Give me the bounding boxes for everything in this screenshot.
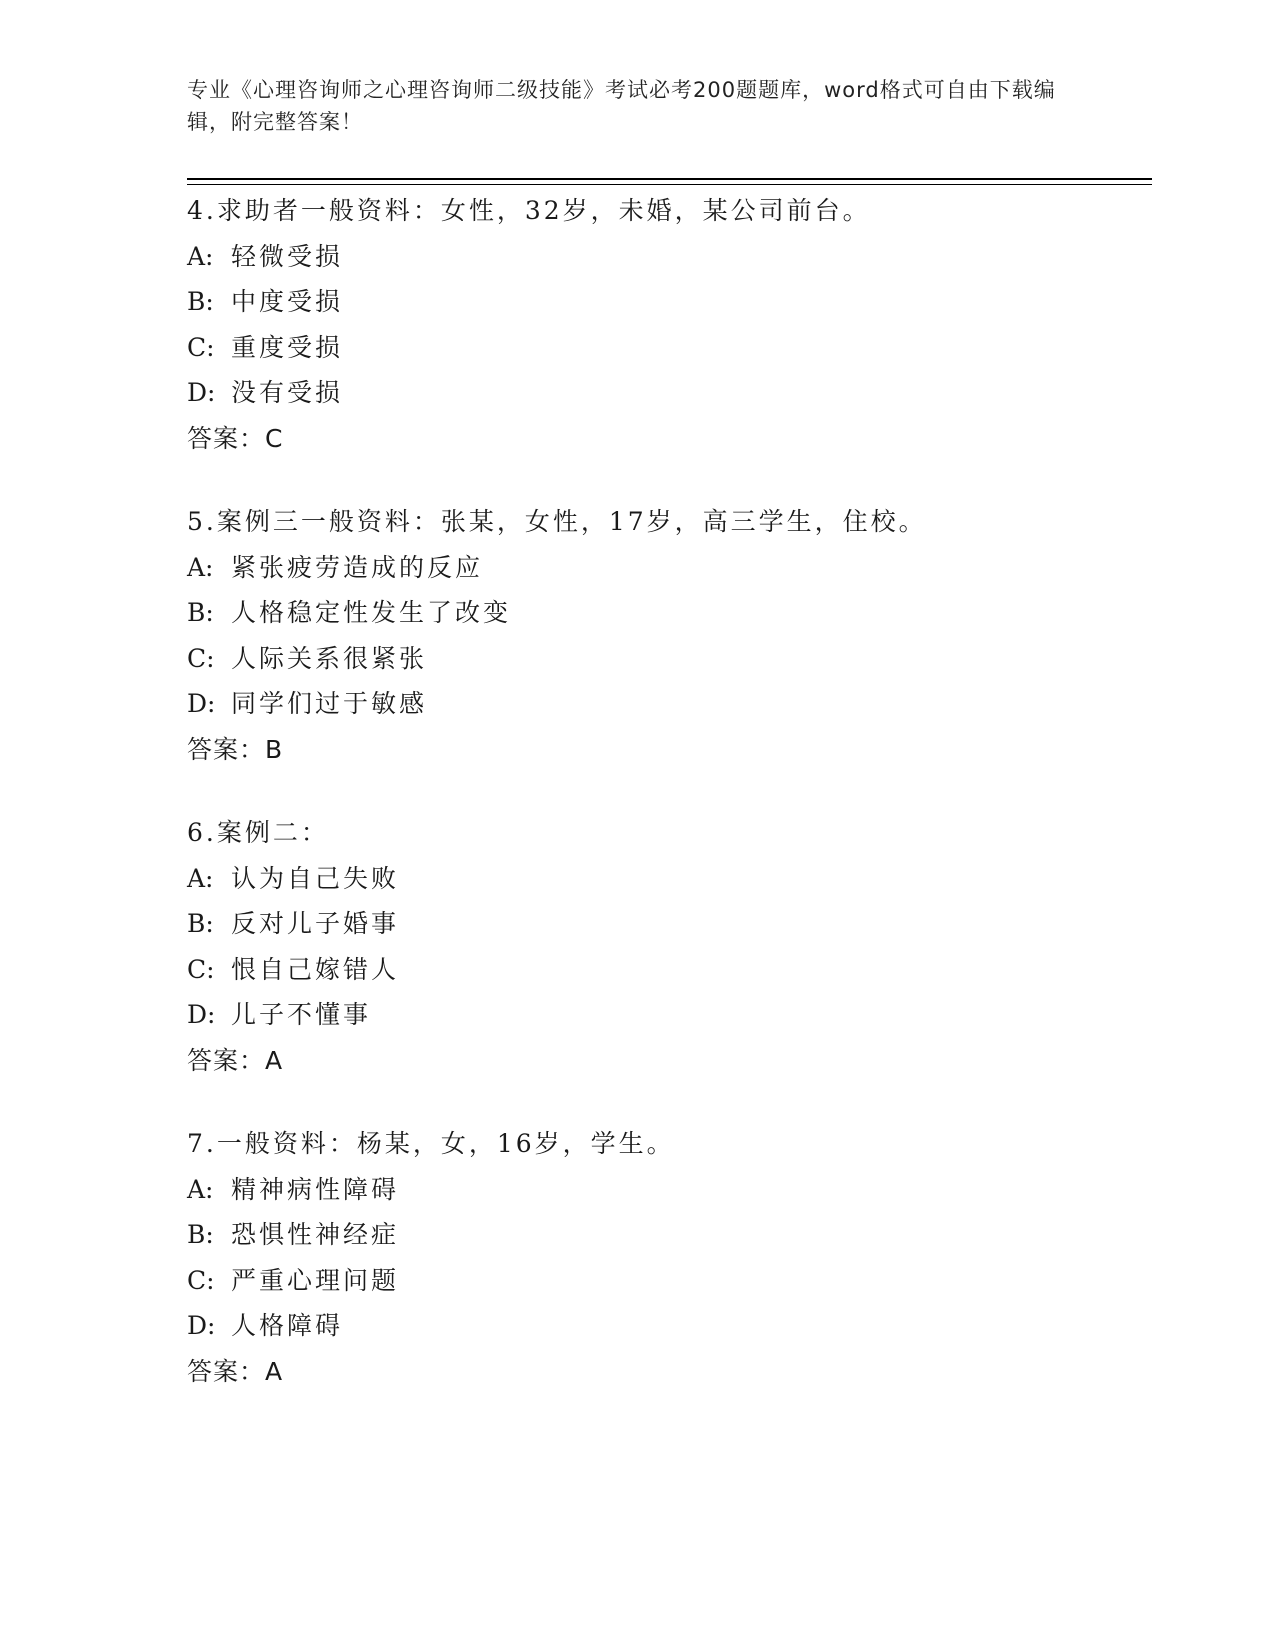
question-stem: 5.案例三一般资料：张某，女性，17岁，高三学生，住校。: [187, 507, 927, 536]
option-d: [187, 1303, 1152, 1349]
option-text: 紧张疲劳造成的反应: [231, 552, 484, 582]
option-letter: C:: [187, 1265, 215, 1295]
option-text: 中度受损: [231, 287, 344, 316]
option-letter: D:: [187, 1311, 216, 1340]
option-text: 恐惧性神经症: [231, 1220, 400, 1249]
option-d: [187, 992, 1152, 1038]
option-d: [187, 681, 1152, 727]
option-b: [187, 590, 1152, 636]
option-letter: C:: [187, 954, 215, 984]
option-c: [187, 325, 1152, 371]
option-text: 人格稳定性发生了改变: [231, 598, 512, 627]
option-a: [187, 545, 1152, 591]
option-letter: D:: [187, 378, 216, 407]
document-header: 专业《心理咨询师之心理咨询师二级技能》考试必考200题题库，word格式可自由下载编辑，附完整答案！: [187, 78, 1056, 134]
option-letter: A:: [187, 552, 214, 582]
question-5: [187, 499, 1152, 772]
option-a: [187, 1167, 1152, 1213]
option-letter: D:: [187, 1000, 216, 1029]
option-text: 反对儿子婚事: [231, 909, 400, 938]
option-c: [187, 1258, 1152, 1304]
option-text: 精神病性障碍: [231, 1174, 400, 1204]
option-a: [187, 856, 1152, 902]
option-letter: C:: [187, 332, 215, 362]
option-c: [187, 947, 1152, 993]
option-letter: A:: [187, 241, 214, 271]
option-b: [187, 901, 1152, 947]
option-text: 人格障碍: [231, 1311, 344, 1340]
answer-line: 答案：B: [187, 734, 284, 764]
option-text: 恨自己嫁错人: [231, 954, 400, 984]
question-7: [187, 1121, 1152, 1394]
question-6: [187, 810, 1152, 1083]
answer-line: 答案：C: [187, 423, 284, 453]
option-text: 严重心理问题: [231, 1265, 400, 1295]
option-letter: B:: [187, 1220, 214, 1249]
header-divider-thin: [187, 184, 1152, 185]
answer-line: 答案：A: [187, 1356, 284, 1386]
option-b: [187, 1212, 1152, 1258]
option-c: [187, 636, 1152, 682]
option-d: [187, 370, 1152, 416]
answer-line: 答案：A: [187, 1045, 284, 1075]
option-text: 没有受损: [231, 378, 344, 407]
question-list: [187, 188, 1152, 1432]
option-a: [187, 234, 1152, 280]
option-text: 同学们过于敏感: [231, 689, 428, 718]
option-letter: C:: [187, 643, 215, 673]
question-stem: 7.一般资料：杨某，女，16岁，学生。: [187, 1129, 675, 1158]
question-stem: 6.案例二：: [187, 818, 329, 847]
option-text: 轻微受损: [231, 241, 344, 271]
option-letter: A:: [187, 1174, 214, 1204]
option-text: 认为自己失败: [231, 863, 400, 893]
question-stem: 4.求助者一般资料：女性，32岁，未婚，某公司前台。: [187, 196, 871, 225]
option-letter: A:: [187, 863, 214, 893]
header-divider-thick: [187, 178, 1152, 180]
option-text: 重度受损: [231, 332, 344, 362]
option-letter: B:: [187, 598, 214, 627]
option-letter: B:: [187, 287, 214, 316]
option-letter: B:: [187, 909, 214, 938]
option-b: [187, 279, 1152, 325]
question-4: [187, 188, 1152, 461]
option-text: 儿子不懂事: [231, 1000, 372, 1029]
option-text: 人际关系很紧张: [231, 643, 428, 673]
option-letter: D:: [187, 689, 216, 718]
